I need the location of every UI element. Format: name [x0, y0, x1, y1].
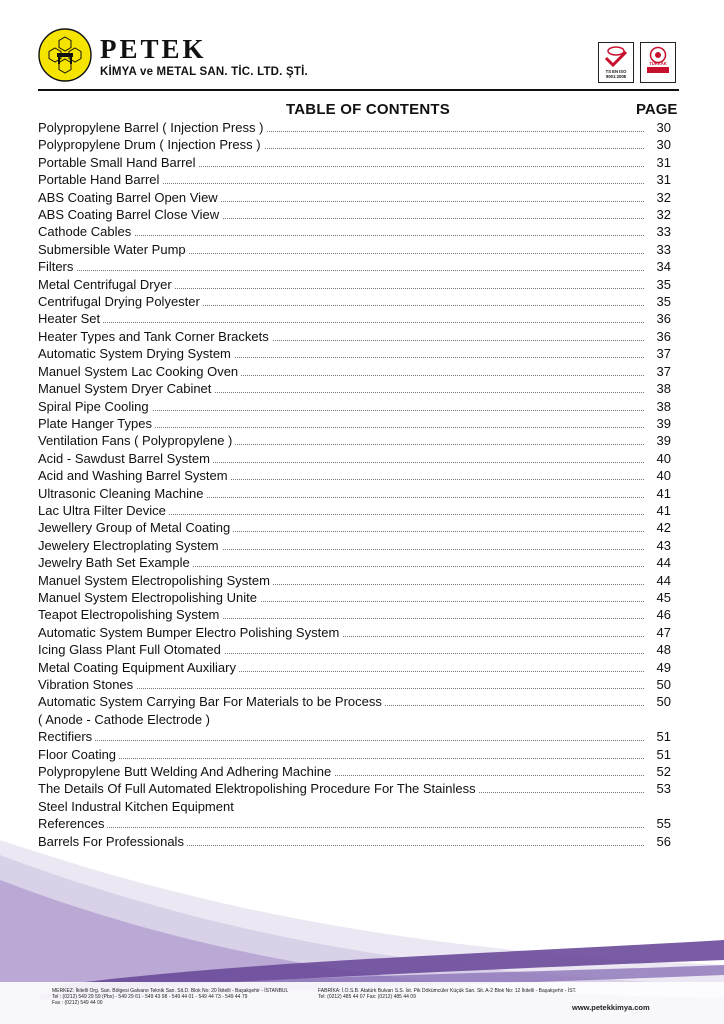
toc-entry[interactable] [38, 798, 679, 815]
toc-entry[interactable] [38, 467, 679, 484]
toc-entry-title: Floor Coating [38, 746, 119, 763]
toc-entry[interactable] [38, 763, 679, 780]
toc-entry-page: 47 [656, 624, 671, 640]
toc-entry[interactable] [38, 833, 679, 850]
toc-entry-title: Spiral Pipe Cooling [38, 398, 152, 415]
toc-entry-page: 41 [656, 485, 671, 501]
toc-entry[interactable] [38, 345, 679, 362]
toc-entry[interactable] [38, 380, 679, 397]
toc-entry-title: Manuel System Lac Cooking Oven [38, 363, 241, 380]
toc-entry-page: 52 [656, 764, 671, 780]
toc-entry-page: 35 [656, 276, 671, 292]
toc-entry[interactable] [38, 572, 679, 589]
toc-entry-title: Ventilation Fans ( Polypropylene ) [38, 432, 235, 449]
toc-entry[interactable] [38, 693, 679, 710]
toc-entry-page: 31 [656, 172, 671, 188]
toc-entry[interactable] [38, 276, 679, 293]
toc-entry-page: 42 [656, 520, 671, 536]
toc-entry-page: 49 [656, 659, 671, 675]
toc-entry-page: 48 [656, 642, 671, 658]
toc-entry-title: Jewelery Electroplating System [38, 537, 222, 554]
toc-entry-page: 44 [656, 572, 671, 588]
dot-leader [38, 758, 644, 759]
toc-entry-title: Steel Industral Kitchen Equipment [38, 798, 237, 815]
toc-entry[interactable] [38, 554, 679, 571]
toc-entry-page: 33 [656, 224, 671, 240]
toc-entry[interactable] [38, 537, 679, 554]
turkak-label: TÜRKAK [649, 61, 667, 66]
toc-entry-page: 41 [656, 502, 671, 518]
toc-entry-title: Cathode Cables [38, 223, 134, 240]
toc-entry-page: 37 [656, 363, 671, 379]
toc-entry[interactable] [38, 780, 679, 797]
toc-entry-title: Lac Ultra Filter Device [38, 502, 169, 519]
website-link[interactable]: www.petekkimya.com [572, 1003, 650, 1012]
toc-entry-title: Jewelry Bath Set Example [38, 554, 193, 571]
toc-entry-title: Automatic System Bumper Electro Polishing System [38, 624, 342, 641]
toc-entry-page: 43 [656, 537, 671, 553]
toc-entry-page: 50 [656, 677, 671, 692]
toc-entry-page: 35 [656, 294, 671, 310]
toc-entry-title: References [38, 815, 107, 832]
dot-leader [38, 827, 644, 828]
toc-entry-page: 40 [656, 450, 671, 466]
toc-entry[interactable] [38, 293, 679, 310]
toc-entry-title: ( Anode - Cathode Electrode ) [38, 711, 213, 728]
toc-entry-title: Manuel System Dryer Cabinet [38, 380, 214, 397]
toc-entry-title: Barrels For Professionals [38, 833, 187, 850]
toc-entry[interactable] [38, 519, 679, 536]
toc-entry[interactable] [38, 711, 679, 728]
footer-merkez-line: Tel : (0212) 549 29 59 (Pbx) - 549 29 61 - 549 43 98 - 549 44 01 - 549 44 73 - 549 44 79 [52, 994, 248, 1000]
toc-entry-page: 33 [656, 241, 671, 257]
cert-line-2: 9001:2008 [605, 74, 627, 79]
toc-entry-page: 31 [656, 154, 671, 170]
toc-entry-title: Heater Set [38, 310, 103, 327]
toc-entry[interactable] [38, 432, 679, 449]
footer-fabrika-line: FABRİKA: İ.O.S.B. Atatürk Bulvarı S.S. İst. Pik Dökümcüler Küçük San. Sit. A-2 Blok No: 12 İkitelli - Başakşehir - İST. [318, 988, 577, 994]
toc-entry[interactable] [38, 746, 679, 763]
toc-entry-page: 50 [656, 694, 671, 710]
toc-entry-page: 30 [656, 120, 671, 135]
footer-merkez-line: Fax : (0212) 549 44 00 [52, 1000, 103, 1006]
toc-entry-page: 44 [656, 555, 671, 571]
toc-entry-page: 40 [656, 468, 671, 484]
toc-entry[interactable] [38, 815, 679, 832]
toc-entry[interactable] [38, 728, 679, 745]
toc-entry-page: 39 [656, 415, 671, 431]
toc-title: TABLE OF CONTENTS [286, 101, 450, 118]
toc-entry[interactable] [38, 189, 679, 206]
toc-entry-page: 51 [656, 746, 671, 762]
toc-entry-title: Metal Coating Equipment Auxiliary [38, 659, 239, 676]
toc-entry-page: 51 [656, 729, 671, 745]
toc-entry[interactable] [38, 206, 679, 223]
toc-entry[interactable] [38, 310, 679, 327]
toc-entry-title: Filters [38, 258, 76, 275]
toc-entry-title: Heater Types and Tank Corner Brackets [38, 328, 272, 345]
footer-fabrika-line: Tel: (0212) 485 44 07 Fax: (0212) 485 44 09 [318, 994, 416, 1000]
toc-entry-page: 32 [656, 207, 671, 223]
toc-entry[interactable] [38, 641, 679, 658]
toc-entry[interactable] [38, 328, 679, 345]
toc-entry-page: 34 [656, 259, 671, 275]
toc-entry[interactable] [38, 676, 679, 693]
toc-entry[interactable] [38, 136, 679, 153]
toc-entry-page: 38 [656, 398, 671, 414]
toc-entry[interactable] [38, 119, 679, 136]
toc-entry-title: Acid - Sawdust Barrel System [38, 450, 213, 467]
toc-entry-title: Portable Small Hand Barrel [38, 154, 199, 171]
toc-entry-title: Ultrasonic Cleaning Machine [38, 485, 206, 502]
dot-leader [38, 740, 644, 741]
toc-entry-page: 37 [656, 346, 671, 362]
toc-entry-title: Submersible Water Pump [38, 241, 189, 258]
toc-entry-page: 46 [656, 607, 671, 623]
toc-entry-page: 36 [656, 328, 671, 344]
toc-entry-title: The Details Of Full Automated Elektropolishing Procedure For The Stainless [38, 780, 479, 797]
toc-entry-title: Metal Centrifugal Dryer [38, 276, 175, 293]
toc-entry[interactable] [38, 415, 679, 432]
toc-list [38, 119, 679, 850]
toc-entry-page: 45 [656, 589, 671, 605]
toc-entry[interactable] [38, 363, 679, 380]
toc-entry[interactable] [38, 450, 679, 467]
toc-entry-title: Teapot Electropolishing System [38, 606, 222, 623]
toc-entry[interactable] [38, 659, 679, 676]
toc-entry-title: Polypropylene Barrel ( Injection Press ) [38, 119, 266, 136]
footer-fabrika [318, 988, 576, 1000]
toc-entry[interactable] [38, 398, 679, 415]
footer-merkez [52, 988, 288, 1006]
toc-entry-title: Acid and Washing Barrel System [38, 467, 231, 484]
toc-entry-title: Portable Hand Barrel [38, 171, 162, 188]
footer-merkez-line: MERKEZ: İkitelli Org. San. Bölgesi Galvano Teknik San. Sit.D. Blok No: 20 İkitelli - Başakşehir - İSTANBUL [52, 988, 289, 994]
toc-entry[interactable] [38, 589, 679, 606]
toc-entry-page: 39 [656, 433, 671, 449]
toc-entry-title: ABS Coating Barrel Open View [38, 189, 221, 206]
dot-leader [38, 270, 644, 271]
brand-subtitle: KİMYA ve METAL SAN. TİC. LTD. ŞTİ. [100, 66, 308, 78]
toc-entry-title: Polypropylene Butt Welding And Adhering Machine [38, 763, 334, 780]
toc-entry[interactable] [38, 485, 679, 502]
toc-entry[interactable] [38, 223, 679, 240]
toc-entry[interactable] [38, 241, 679, 258]
toc-entry-page: 55 [656, 816, 671, 832]
toc-entry-page: 53 [656, 781, 671, 797]
cert-line-1: TS EN ISO [605, 69, 627, 74]
toc-entry-title: Centrifugal Drying Polyester [38, 293, 203, 310]
toc-entry[interactable] [38, 171, 679, 188]
toc-entry-page: 36 [656, 311, 671, 327]
toc-entry-title: Manuel System Electropolishing Unite [38, 589, 260, 606]
dot-leader [38, 322, 644, 323]
toc-entry-title: Plate Hanger Types [38, 415, 155, 432]
toc-entry-title: Automatic System Carrying Bar For Materials to be Process [38, 693, 385, 710]
toc-entry[interactable] [38, 606, 679, 623]
toc-entry[interactable] [38, 258, 679, 275]
toc-entry-title: Jewellery Group of Metal Coating [38, 519, 233, 536]
toc-entry-page: 30 [656, 137, 671, 153]
toc-entry-title: ABS Coating Barrel Close View [38, 206, 222, 223]
toc-entry-page: 38 [656, 381, 671, 397]
toc-entry-page: 32 [656, 189, 671, 205]
toc-entry-title: Icing Glass Plant Full Otomated [38, 641, 224, 658]
toc-entry-title: Vibration Stones [38, 676, 136, 693]
brand-name: PETEK [100, 34, 207, 64]
toc-entry[interactable] [38, 502, 679, 519]
toc-entry[interactable] [38, 154, 679, 171]
toc-entry[interactable] [38, 624, 679, 641]
toc-entry-title: Polypropylene Drum ( Injection Press ) [38, 136, 264, 153]
page-column-heading: PAGE [636, 101, 678, 118]
toc-entry-page: 56 [656, 833, 671, 849]
toc-entry-title: Rectifiers [38, 728, 95, 745]
toc-entry-title: Manuel System Electropolishing System [38, 572, 273, 589]
toc-entry-title: Automatic System Drying System [38, 345, 234, 362]
